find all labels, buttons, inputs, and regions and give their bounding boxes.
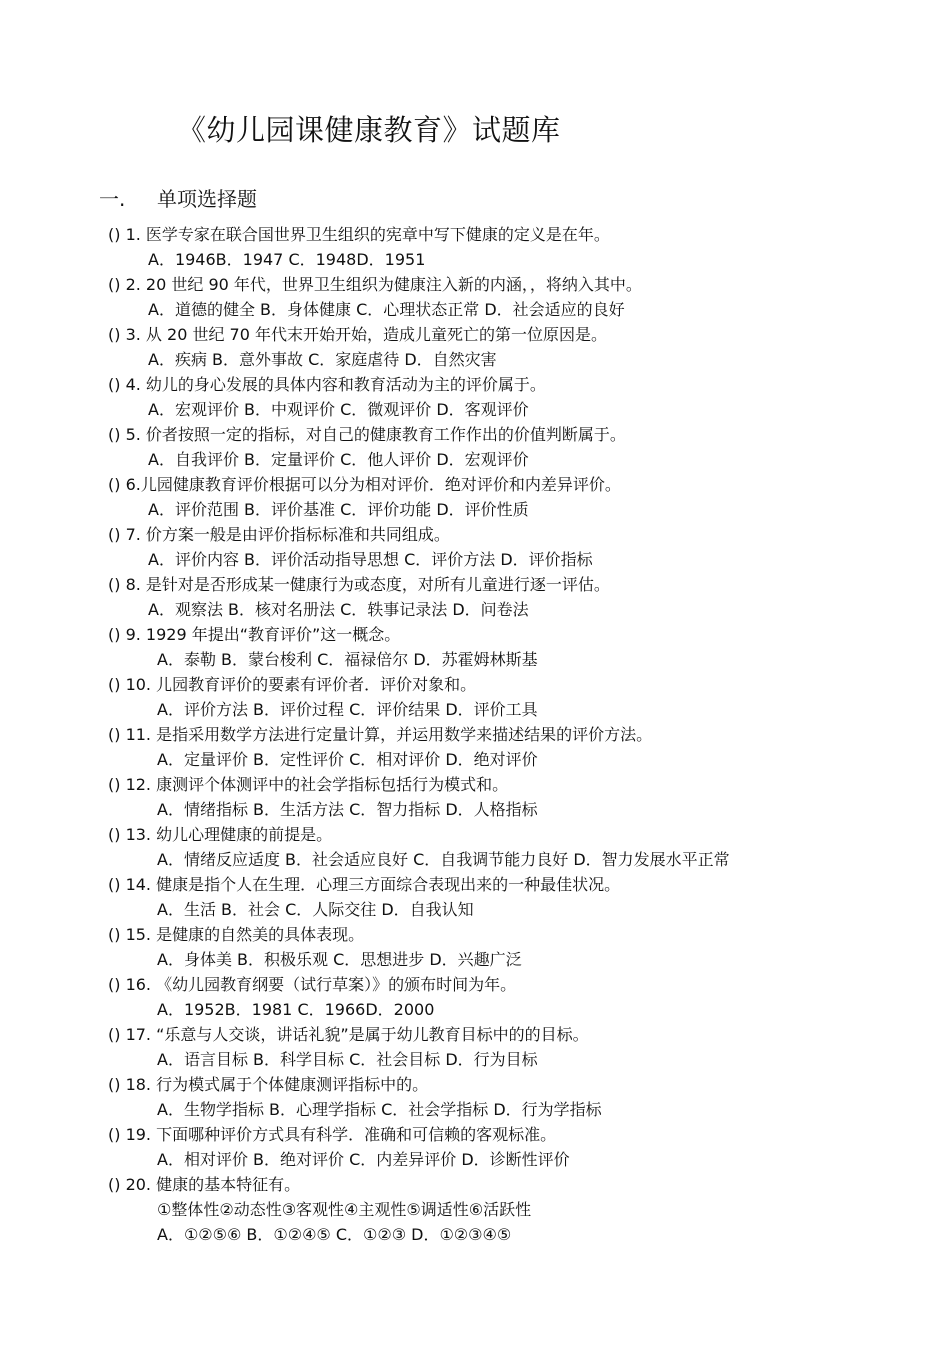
question-options: A．疾病 B．意外事故 C．家庭虐待 D．自然灾害 xyxy=(148,350,497,369)
question-stem: () 20. 健康的基本特征有。 xyxy=(108,1175,301,1194)
question-options: A．评价内容 B．评价活动指导思想 C．评价方法 D．评价指标 xyxy=(148,550,593,569)
page-title: 《幼儿园课健康教育》试题库 xyxy=(177,113,561,147)
question-stem: () 6.儿园健康教育评价根据可以分为相对评价．绝对评价和内差异评价。 xyxy=(108,475,621,494)
question-stem: () 7. 价方案一般是由评价指标标准和共同组成。 xyxy=(108,525,450,544)
question-options: A．情绪反应适度 B．社会适应良好 C．自我调节能力良好 D．智力发展水平正常 xyxy=(157,850,730,869)
question-stem: () 4. 幼儿的身心发展的具体内容和教育活动为主的评价属于。 xyxy=(108,375,546,394)
question-options: A．语言目标 B．科学目标 C．社会目标 D．行为目标 xyxy=(157,1050,538,1069)
question-stem: () 19. 下面哪种评价方式具有科学．准确和可信赖的客观标准。 xyxy=(108,1125,557,1144)
question-stem: () 3. 从 20 世纪 70 年代末开始开始，造成儿童死亡的第一位原因是。 xyxy=(108,325,607,344)
question-options: A．评价范围 B．评价基准 C．评价功能 D．评价性质 xyxy=(148,500,529,519)
question-stem: () 13. 幼儿心理健康的前提是。 xyxy=(108,825,333,844)
question-options: A．情绪指标 B．生活方法 C．智力指标 D．人格指标 xyxy=(157,800,538,819)
question-options: A．1952B．1981 C．1966D．2000 xyxy=(157,1000,435,1019)
question-stem: () 18. 行为模式属于个体健康测评指标中的。 xyxy=(108,1075,429,1094)
section-label: 单项选择题 xyxy=(157,187,257,211)
question-stem: () 9. 1929 年提出“教育评价”这一概念。 xyxy=(108,625,401,644)
question-options: A．相对评价 B．绝对评价 C．内差异评价 D．诊断性评价 xyxy=(157,1150,570,1169)
question-stem: () 15. 是健康的自然美的具体表现。 xyxy=(108,925,365,944)
question-stem: () 2. 20 世纪 90 年代，世界卫生组织为健康注入新的内涵，，将纳入其中。 xyxy=(108,275,642,294)
question-stem: () 14. 健康是指个人在生理．心理三方面综合表现出来的一种最佳状况。 xyxy=(108,875,621,894)
question-stem: () 17. “乐意与人交谈，讲话礼貌”是属于幼儿教育目标中的的目标。 xyxy=(108,1025,589,1044)
question-options: A．身体美 B．积极乐观 C．思想进步 D．兴趣广泛 xyxy=(157,950,522,969)
question-options: A．评价方法 B．评价过程 C．评价结果 D．评价工具 xyxy=(157,700,538,719)
section-heading xyxy=(99,183,257,212)
question-stem: () 16. 《幼儿园教育纲要（试行草案）》的颁布时间为年。 xyxy=(108,975,517,994)
question-stem: () 5. 价者按照一定的指标，对自己的健康教育工作作出的价值判断属于。 xyxy=(108,425,626,444)
question-stem: () 1. 医学专家在联合国世界卫生组织的宪章中写下健康的定义是在年。 xyxy=(108,225,610,244)
question-options: A．1946B．1947 C．1948D．1951 xyxy=(148,250,426,269)
section-number: 一. xyxy=(99,187,126,211)
question-options: ①整体性②动态性③客观性④主观性⑤调适性⑥活跃性 xyxy=(157,1200,532,1219)
question-stem: () 12. 康测评个体测评中的社会学指标包括行为模式和。 xyxy=(108,775,509,794)
question-stem: () 8. 是针对是否形成某一健康行为或态度，对所有儿童进行逐一评估。 xyxy=(108,575,610,594)
question-stem: () 10. 儿园教育评价的要素有评价者．评价对象和。 xyxy=(108,675,477,694)
question-options: A．泰勒 B．蒙台梭利 C．福禄倍尔 D．苏霍姆林斯基 xyxy=(157,650,538,669)
question-options: A．生物学指标 B．心理学指标 C．社会学指标 D．行为学指标 xyxy=(157,1100,602,1119)
question-options: A．道德的健全 B．身体健康 C．心理状态正常 D．社会适应的良好 xyxy=(148,300,625,319)
question-options: A．观察法 B．核对名册法 C．轶事记录法 D．问卷法 xyxy=(148,600,529,619)
question-stem: () 11. 是指采用数学方法进行定量计算，并运用数学来描述结果的评价方法。 xyxy=(108,725,653,744)
question-options: A．定量评价 B．定性评价 C．相对评价 D．绝对评价 xyxy=(157,750,538,769)
question-options: A．宏观评价 B．中观评价 C．微观评价 D．客观评价 xyxy=(148,400,529,419)
question-options: A．生活 B．社会 C．人际交往 D．自我认知 xyxy=(157,900,474,919)
question-options: A．自我评价 B．定量评价 C．他人评价 D．宏观评价 xyxy=(148,450,529,469)
question-options: A．①②⑤⑥ B．①②④⑤ C．①②③ D．①②③④⑤ xyxy=(157,1225,512,1244)
